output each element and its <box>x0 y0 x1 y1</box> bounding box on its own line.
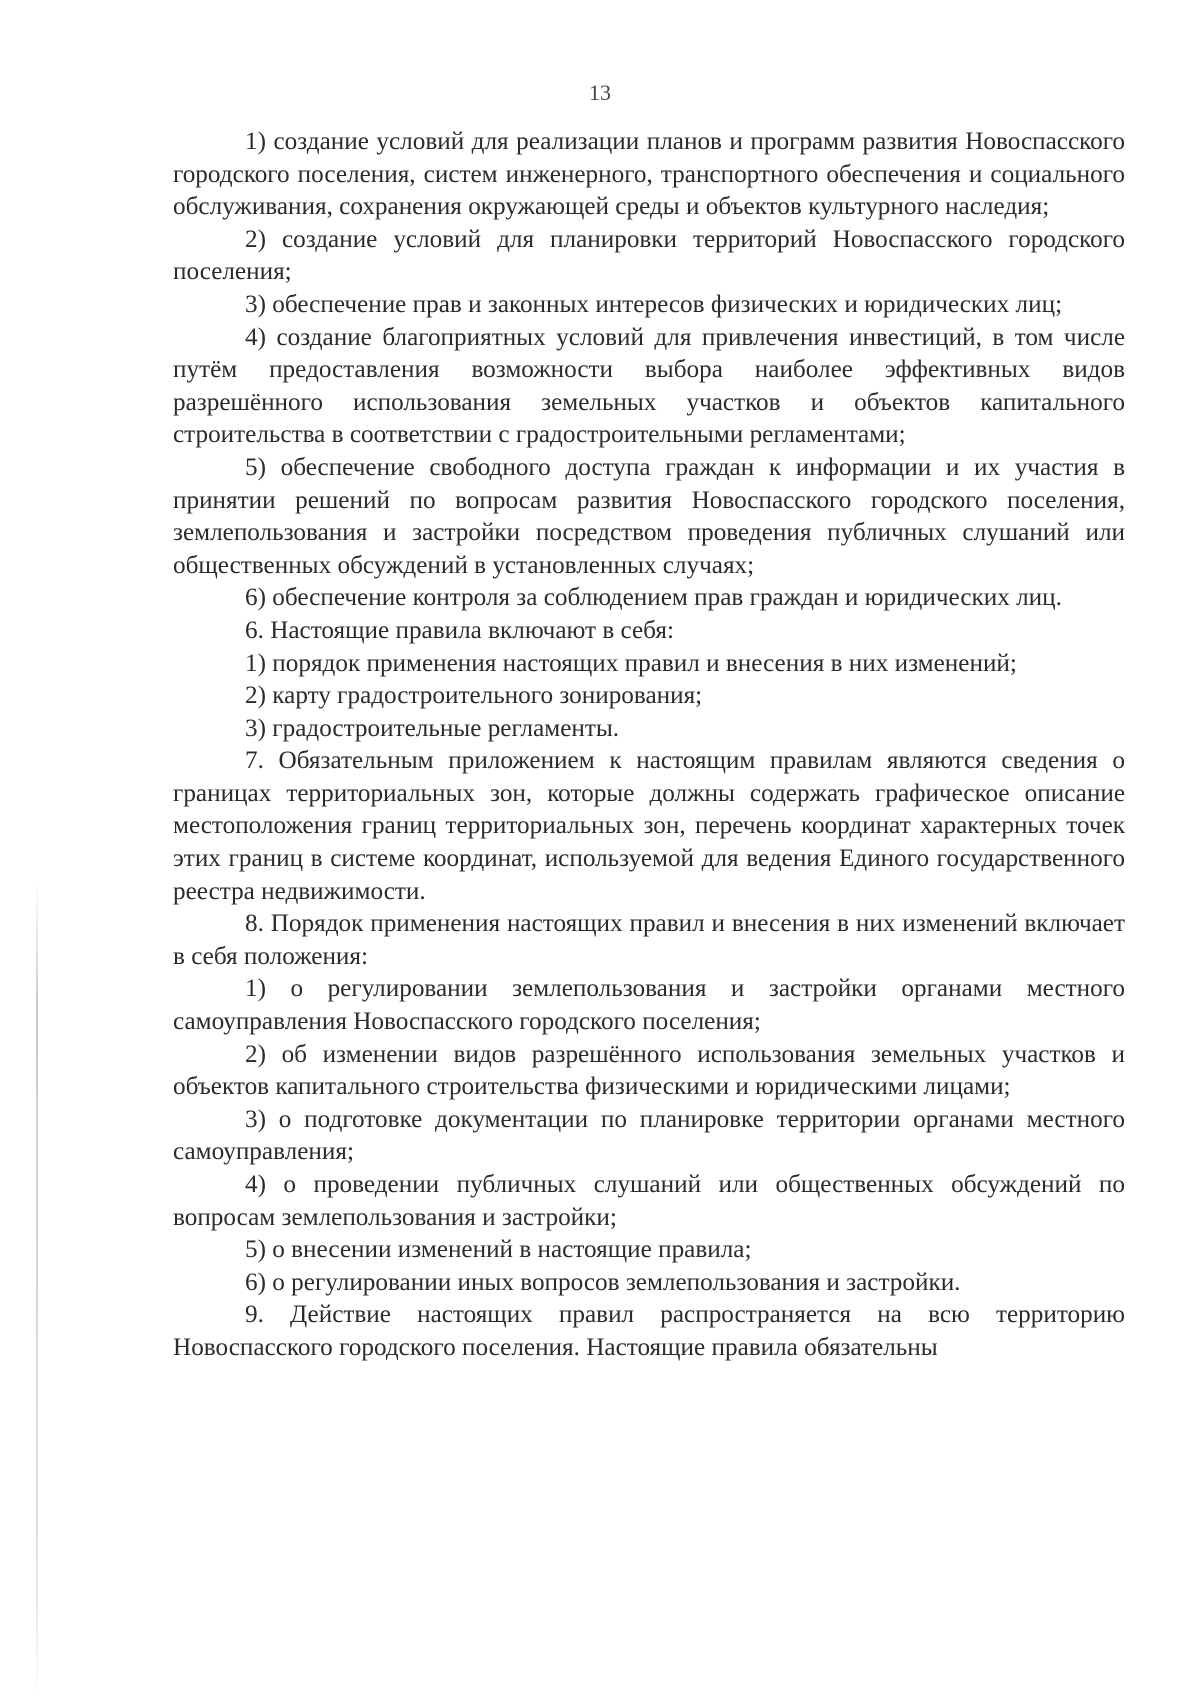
paragraph: 1) порядок применения настоящих правил и внесения в них изменений; <box>245 649 1017 677</box>
paragraph: 1) создание условий для реализации планов и программ развития Новоспасского городского поселения, систем инженерного, транспортного обеспечения и социального обслуживания, сохранения окружающей среды и объектов культурного наследия; <box>173 128 1125 221</box>
paragraph: 2) создание условий для планировки территорий Новоспасского городского поселения; <box>173 225 1125 286</box>
paragraph: 3) градостроительные регламенты. <box>245 714 620 742</box>
paragraph: 6) о регулировании иных вопросов землепользования и застройки. <box>245 1268 961 1296</box>
paragraph: 2) об изменении видов разрешённого использования земельных участков и объектов капитального строительства физическими и юридическими лицами; <box>173 1040 1125 1101</box>
paragraph: 9. Действие настоящих правил распространяется на всю территорию Новоспасского городского поселения. Настоящие правила обязательны <box>173 1301 1125 1361</box>
paragraph: 6. Настоящие правила включают в себя: <box>245 616 674 644</box>
paragraph: 3) обеспечение прав и законных интересов физических и юридических лиц; <box>245 290 1063 318</box>
paragraph: 8. Порядок применения настоящих правил и внесения в них изменений включает в себя положения: <box>173 910 1125 970</box>
paragraph: 3) о подготовке документации по планировке территории органами местного самоуправления; <box>173 1105 1125 1166</box>
paragraph: 6) обеспечение контроля за соблюдением прав граждан и юридических лиц. <box>245 584 1062 612</box>
paragraph: 2) карту градостроительного зонирования; <box>245 682 703 710</box>
paragraph: 7. Обязательным приложением к настоящим правилам являются сведения о границах территориальных зон, которые должны содержать графическое описание местоположения границ территориальных зон, перечень координат характерных точек этих границ в системе координат, используемой для ведения Единого государственного реестра недвижимости. <box>173 747 1125 905</box>
scan-edge-line <box>36 880 38 1700</box>
document-body <box>173 126 1125 1365</box>
paragraph: 4) создание благоприятных условий для привлечения инвестиций, в том числе путём предоставления возможности выбора наиболее эффективных видов разрешённого использования земельных участков и объектов капитального строительства в соответствии с градостроительными регламентами; <box>173 323 1125 449</box>
page-number: 13 <box>589 80 611 105</box>
paragraph: 5) обеспечение свободного доступа граждан к информации и их участия в принятии решений по вопросам развития Новоспасского городского поселения, землепользования и застройки посредством проведения публичных слушаний или общественных обсуждений в установленных случаях; <box>173 453 1125 579</box>
paragraph: 5) о внесении изменений в настоящие правила; <box>245 1236 752 1264</box>
paragraph: 1) о регулировании землепользования и застройки органами местного самоуправления Новоспасского городского поселения; <box>173 975 1125 1036</box>
paragraph: 4) о проведении публичных слушаний или общественных обсуждений по вопросам землепользования и застройки; <box>173 1171 1125 1231</box>
